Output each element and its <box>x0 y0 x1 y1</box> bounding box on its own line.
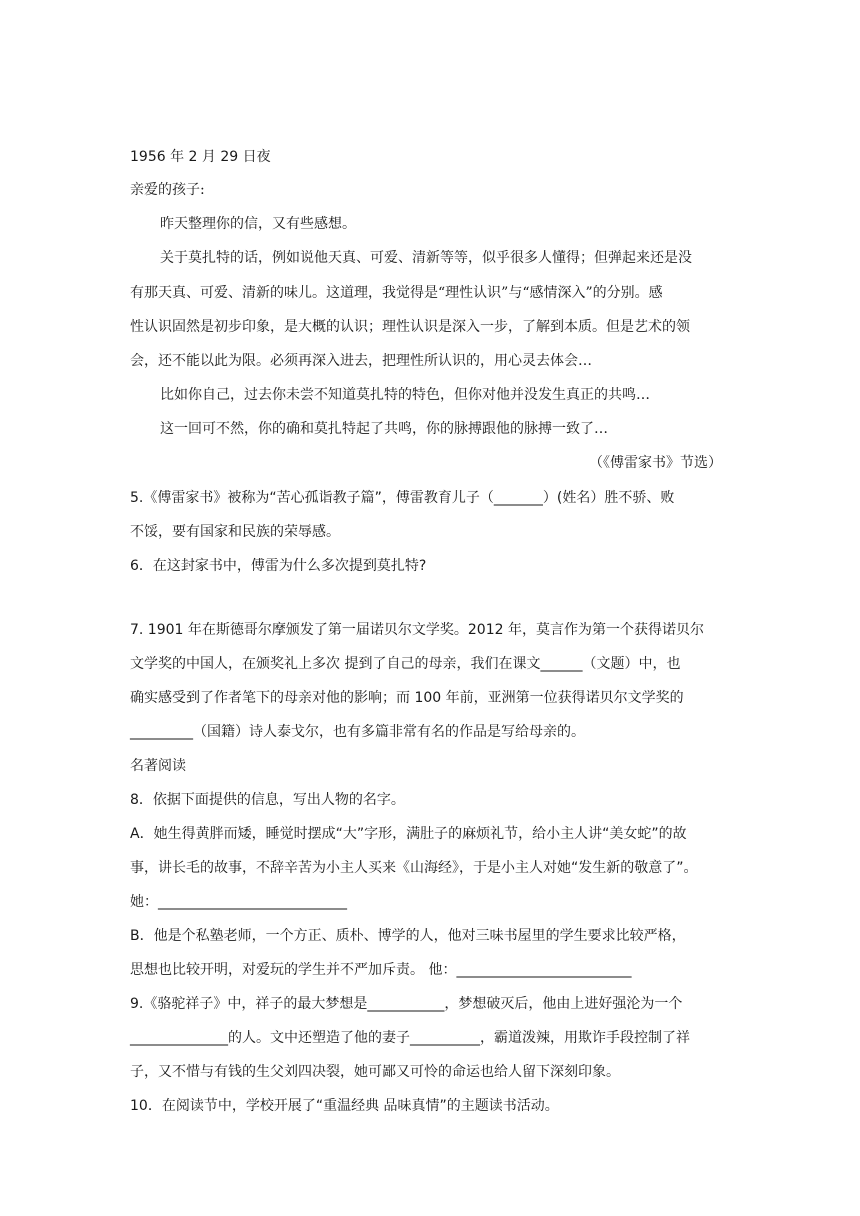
letter-paragraph-3: 比如你自己，过去你未尝不知道莫扎特的特色，但你对他并没发生真正的共鸣… <box>160 387 650 403</box>
question-8-a-line-1: A．她生得黄胖而矮，睡觉时摆成“大”字形，满肚子的麻烦礼节，给小主人讲“美女蛇”的故 <box>130 826 687 842</box>
question-5-line-2: 不馁，要有国家和民族的荣辱感。 <box>130 524 340 540</box>
letter-source: （《傅雷家书》节选） <box>589 455 722 471</box>
section-title: 名著阅读 <box>130 758 186 774</box>
question-9-line-1: 9.《骆驼祥子》中，祥子的最大梦想是___________，梦想破灭后，他由上进好强沦为一个 <box>130 996 683 1012</box>
letter-date: 1956 年 2 月 29 日夜 <box>130 149 271 165</box>
question-8-b-line-1: B．他是个私塾老师，一个方正、质朴、博学的人，他对三味书屋里的学生要求比较严格， <box>130 928 686 944</box>
letter-paragraph-4: 这一回可不然，你的确和莫扎特起了共鸣，你的脉搏跟他的脉搏一致了… <box>160 421 608 437</box>
question-5-line-1: 5.《傅雷家书》被称为“苦心孤诣教子篇”，傅雷教育儿子（_______）(姓名）胜不骄、败 <box>130 490 675 506</box>
question-8-a-answer: 她：___________________________ <box>130 894 347 910</box>
letter-paragraph-2-line-2: 有那天真、可爱、清新的味儿。这道理，我觉得是“理性认识”与“感情深入”的分别。感 <box>130 285 663 301</box>
letter-paragraph-2-line-1: 关于莫扎特的话，例如说他天真、可爱、清新等等，似乎很多人懂得；但弹起来还是没 <box>160 250 692 266</box>
letter-paragraph-1: 昨天整理你的信，又有些感想。 <box>160 216 356 232</box>
question-7-line-2: 文学奖的中国人，在颁奖礼上多次 提到了自己的母亲，我们在课文______（文题）中，也 <box>130 656 681 672</box>
question-6: 6．在这封家书中，傅雷为什么多次提到莫扎特? <box>130 558 427 574</box>
question-7-line-4: _________（国籍）诗人泰戈尔，也有多篇非常有名的作品是写给母亲的。 <box>130 724 585 740</box>
letter-paragraph-2-line-4: 会，还不能以此为限。必须再深入进去，把理性所认识的，用心灵去体会… <box>130 353 592 369</box>
letter-salutation: 亲爱的孩子: <box>130 182 205 198</box>
question-7-line-3: 确实感受到了作者笔下的母亲对他的影响；而 100 年前，亚洲第一位获得诺贝尔文学奖的 <box>130 690 684 706</box>
question-10: 10．在阅读节中，学校开展了“重温经典 品味真情”的主题读书活动。 <box>130 1098 559 1114</box>
question-9-line-2: ______________的人。文中还塑造了他的妻子__________，霸道泼辣，用欺诈手段控制了祥 <box>130 1030 690 1046</box>
letter-paragraph-2-line-3: 性认识固然是初步印象，是大概的认识；理性认识是深入一步，了解到本质。但是艺术的领 <box>130 319 690 335</box>
question-8-intro: 8．依据下面提供的信息，写出人物的名字。 <box>130 792 405 808</box>
question-8-a-line-2: 事，讲长毛的故事，不辞辛苦为小主人买来《山海经》，于是小主人对她“发生新的敬意了”。 <box>130 860 698 876</box>
question-8-b-line-2: 思想也比较开明，对爱玩的学生并不严加斥责。 他：_________________________ <box>130 962 632 978</box>
question-9-line-3: 子，又不惜与有钱的生父刘四决裂，她可鄙又可怜的命运也给人留下深刻印象。 <box>130 1064 620 1080</box>
question-7-line-1: 7. 1901 年在斯德哥尔摩颁发了第一届诺贝尔文学奖。2012 年，莫言作为第一个获得诺贝尔 <box>130 622 704 638</box>
